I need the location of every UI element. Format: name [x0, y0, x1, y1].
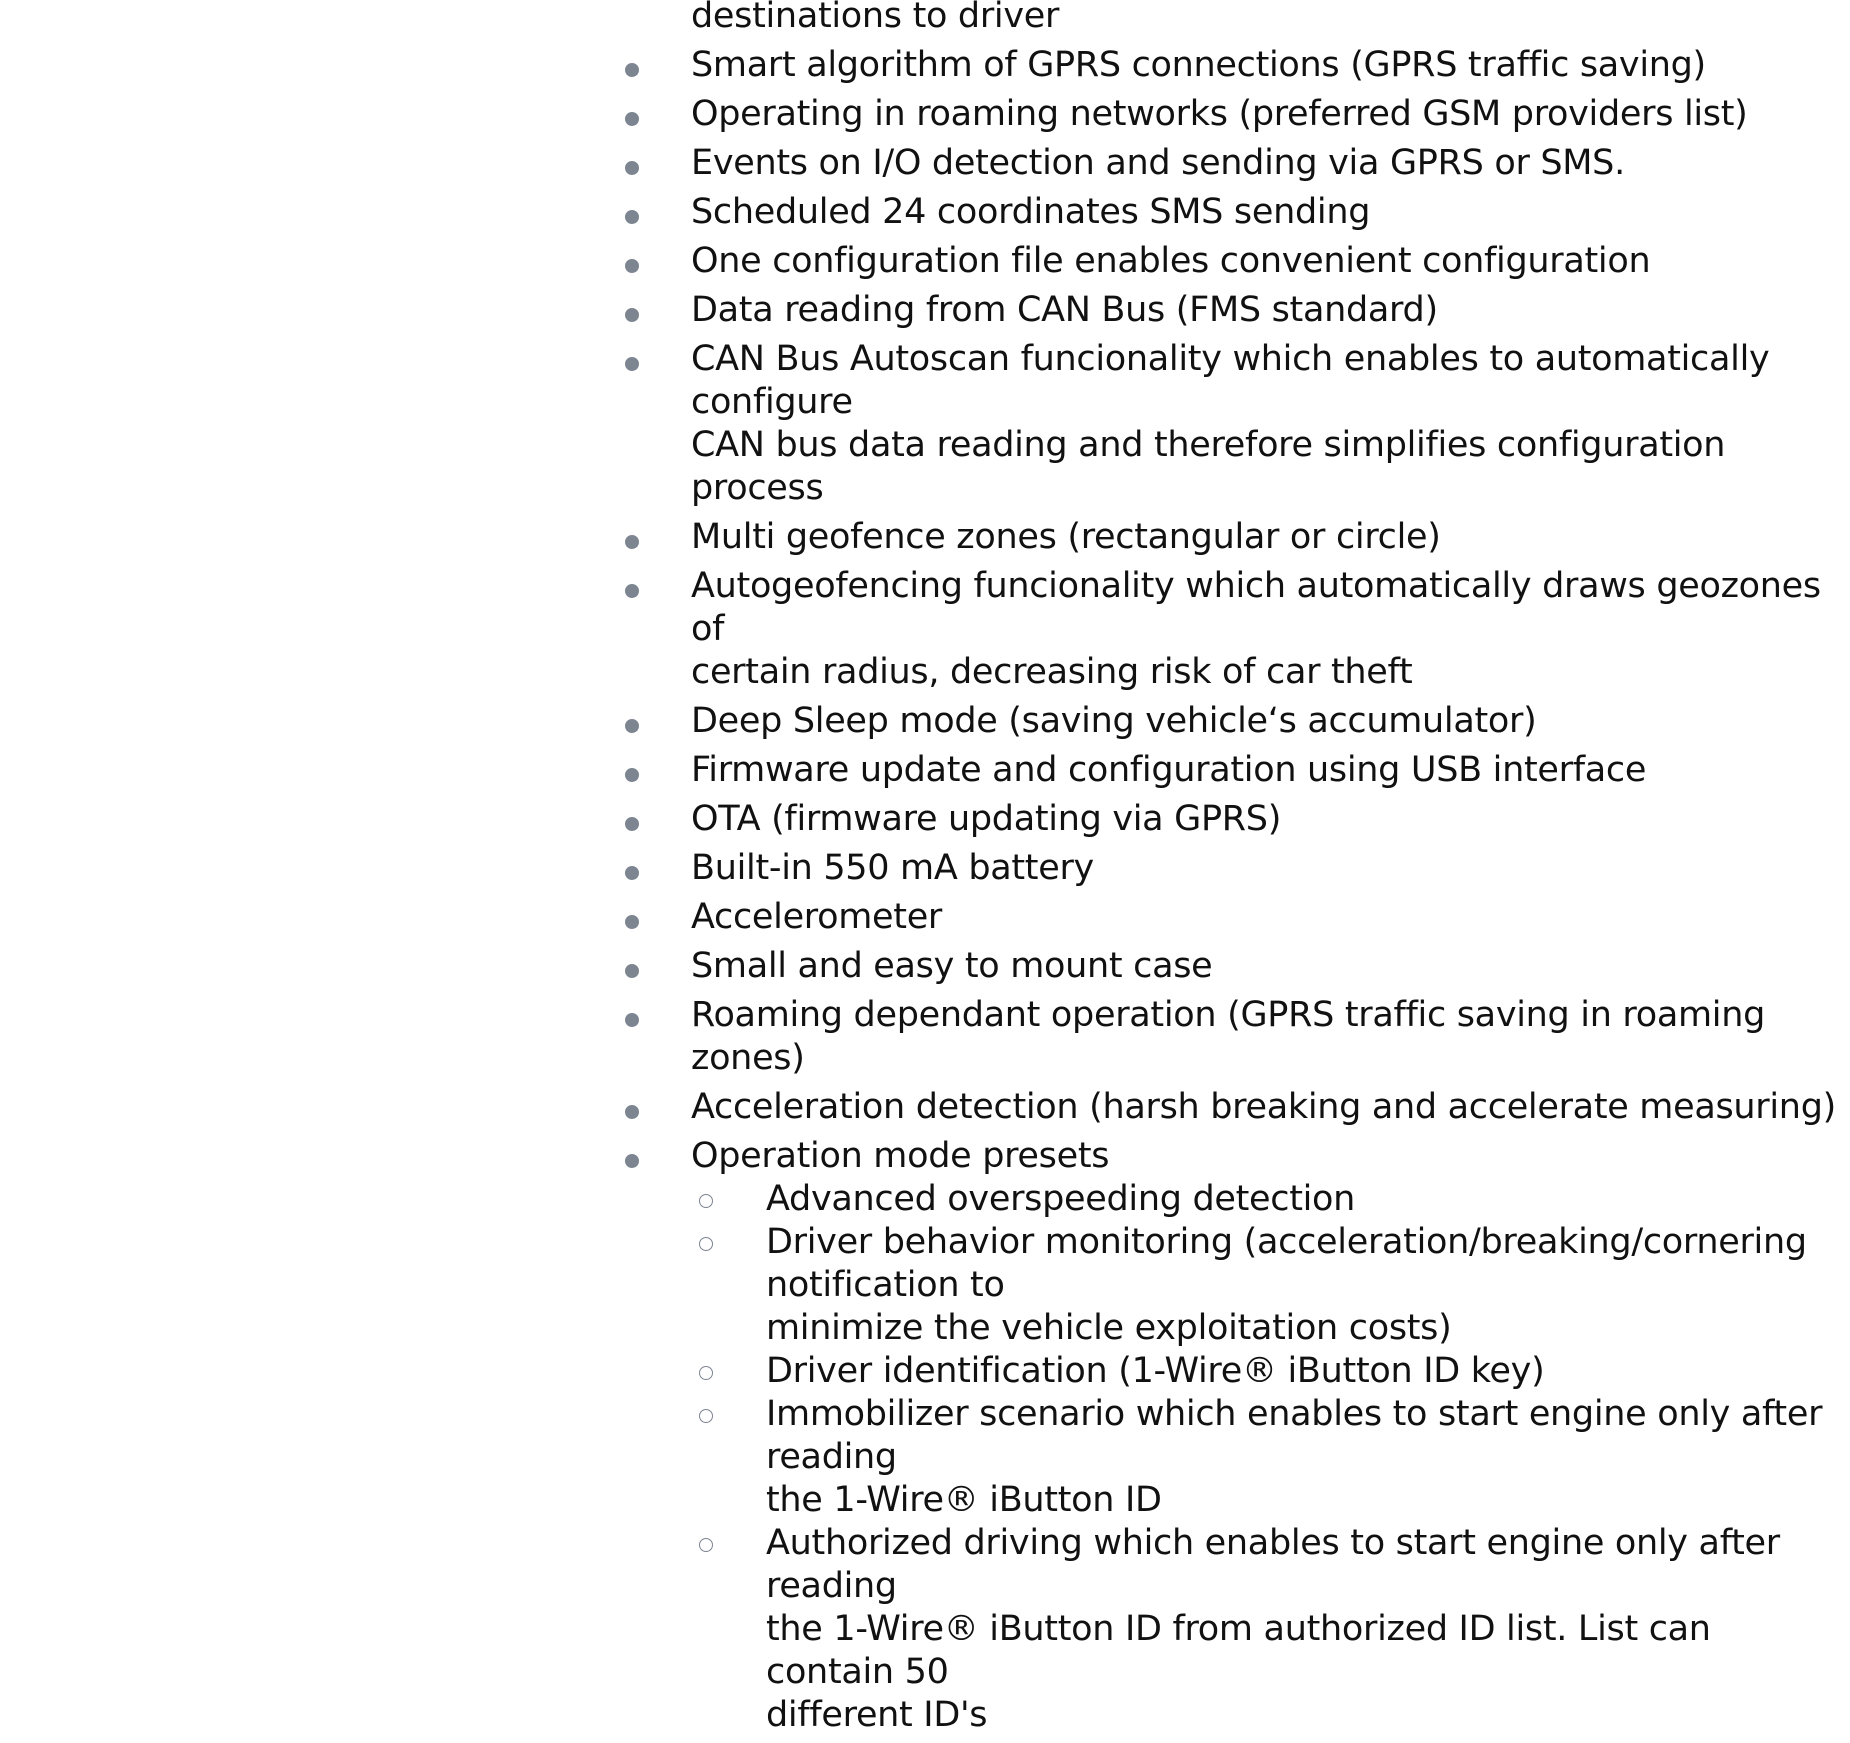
bullet-icon	[625, 817, 639, 831]
bullet-icon	[625, 535, 639, 549]
list-item	[617, 516, 1847, 559]
list-item-text: Events on I/O detection and sending via GPRS or SMS.	[691, 143, 1625, 183]
bullet-icon	[625, 768, 639, 782]
bullet-icon	[625, 719, 639, 733]
list-item-text: One configuration file enables convenient configuration	[691, 241, 1651, 281]
list-item	[617, 700, 1847, 743]
preset-sublist	[617, 1178, 1847, 1737]
bullet-icon	[625, 866, 639, 880]
list-item	[617, 896, 1847, 939]
bullet-icon	[625, 584, 639, 598]
list-item	[617, 289, 1847, 332]
continuation-line	[617, 0, 1847, 38]
list-item-text: Scheduled 24 coordinates SMS sending	[691, 192, 1371, 232]
list-item-text: Multi geofence zones (rectangular or circle)	[691, 517, 1441, 557]
bullet-icon	[625, 1105, 639, 1119]
bullet-icon	[625, 357, 639, 371]
circle-bullet-icon	[699, 1409, 713, 1423]
list-item-text: Acceleration detection (harsh breaking and accelerate measuring)	[691, 1087, 1836, 1127]
bullet-icon	[625, 964, 639, 978]
bullet-icon	[625, 259, 639, 273]
bullet-icon	[625, 210, 639, 224]
list-item	[617, 565, 1847, 694]
list-item	[617, 44, 1847, 87]
sublist-item	[691, 1178, 1847, 1221]
list-item	[617, 945, 1847, 988]
list-item-text: Autogeofencing funcionality which automatically draws geozones of certain radius, decreasing risk of car theft	[691, 566, 1821, 692]
list-item-text: Deep Sleep mode (saving vehicle‘s accumulator)	[691, 701, 1537, 741]
list-item-text: Accelerometer	[691, 897, 943, 937]
list-item	[617, 749, 1847, 792]
list-item-text: Roaming dependant operation (GPRS traffic saving in roaming zones)	[691, 995, 1766, 1078]
sublist-item	[691, 1221, 1847, 1350]
list-item-text: Data reading from CAN Bus (FMS standard)	[691, 290, 1438, 330]
list-item	[617, 1086, 1847, 1129]
list-item-text: Operation mode presets	[691, 1136, 1110, 1176]
list-item-text: Built-in 550 mA battery	[691, 848, 1094, 888]
list-item	[617, 240, 1847, 283]
circle-bullet-icon	[699, 1237, 713, 1251]
list-item-text: Operating in roaming networks (preferred GSM providers list)	[691, 94, 1748, 134]
sublist-item	[691, 1393, 1847, 1522]
sublist-item-text: Driver behavior monitoring (acceleration/breaking/cornering notification to minimize the vehicle exploitation costs)	[766, 1222, 1807, 1348]
list-item	[617, 338, 1847, 510]
bullet-icon	[625, 915, 639, 929]
sublist-item-text: Authorized driving which enables to start engine only after reading the 1-Wire® iButton ID from authorized ID list. List can contain 50 different ID's	[766, 1523, 1780, 1735]
list-item	[617, 847, 1847, 890]
sublist-item-text: Driver identification (1-Wire® iButton ID key)	[766, 1351, 1545, 1391]
list-item	[617, 798, 1847, 841]
sublist-item-text: Advanced overspeeding detection	[766, 1179, 1356, 1219]
bullet-icon	[625, 1013, 639, 1027]
sublist-item	[691, 1522, 1847, 1737]
bullet-icon	[625, 112, 639, 126]
list-item	[617, 994, 1847, 1080]
list-item	[617, 1135, 1847, 1737]
circle-bullet-icon	[699, 1538, 713, 1552]
list-item	[617, 93, 1847, 136]
list-item-text: OTA (firmware updating via GPRS)	[691, 799, 1282, 839]
list-item-text: Firmware update and configuration using USB interface	[691, 750, 1647, 790]
sublist-item	[691, 1350, 1847, 1393]
circle-bullet-icon	[699, 1194, 713, 1208]
continuation-text: destinations to driver	[691, 0, 1060, 36]
bullet-icon	[625, 308, 639, 322]
list-item-text: Small and easy to mount case	[691, 946, 1213, 986]
feature-list	[617, 0, 1847, 1743]
list-item-text: CAN Bus Autoscan funcionality which enables to automatically configure CAN bus data reading and therefore simplifies configuration process	[691, 339, 1770, 508]
circle-bullet-icon	[699, 1366, 713, 1380]
list-item	[617, 142, 1847, 185]
sublist-item-text: Immobilizer scenario which enables to start engine only after reading the 1-Wire® iButton ID	[766, 1394, 1823, 1520]
list-item-text: Smart algorithm of GPRS connections (GPRS traffic saving)	[691, 45, 1706, 85]
bullet-icon	[625, 161, 639, 175]
bullet-icon	[625, 63, 639, 77]
list-item	[617, 191, 1847, 234]
bullet-icon	[625, 1154, 639, 1168]
